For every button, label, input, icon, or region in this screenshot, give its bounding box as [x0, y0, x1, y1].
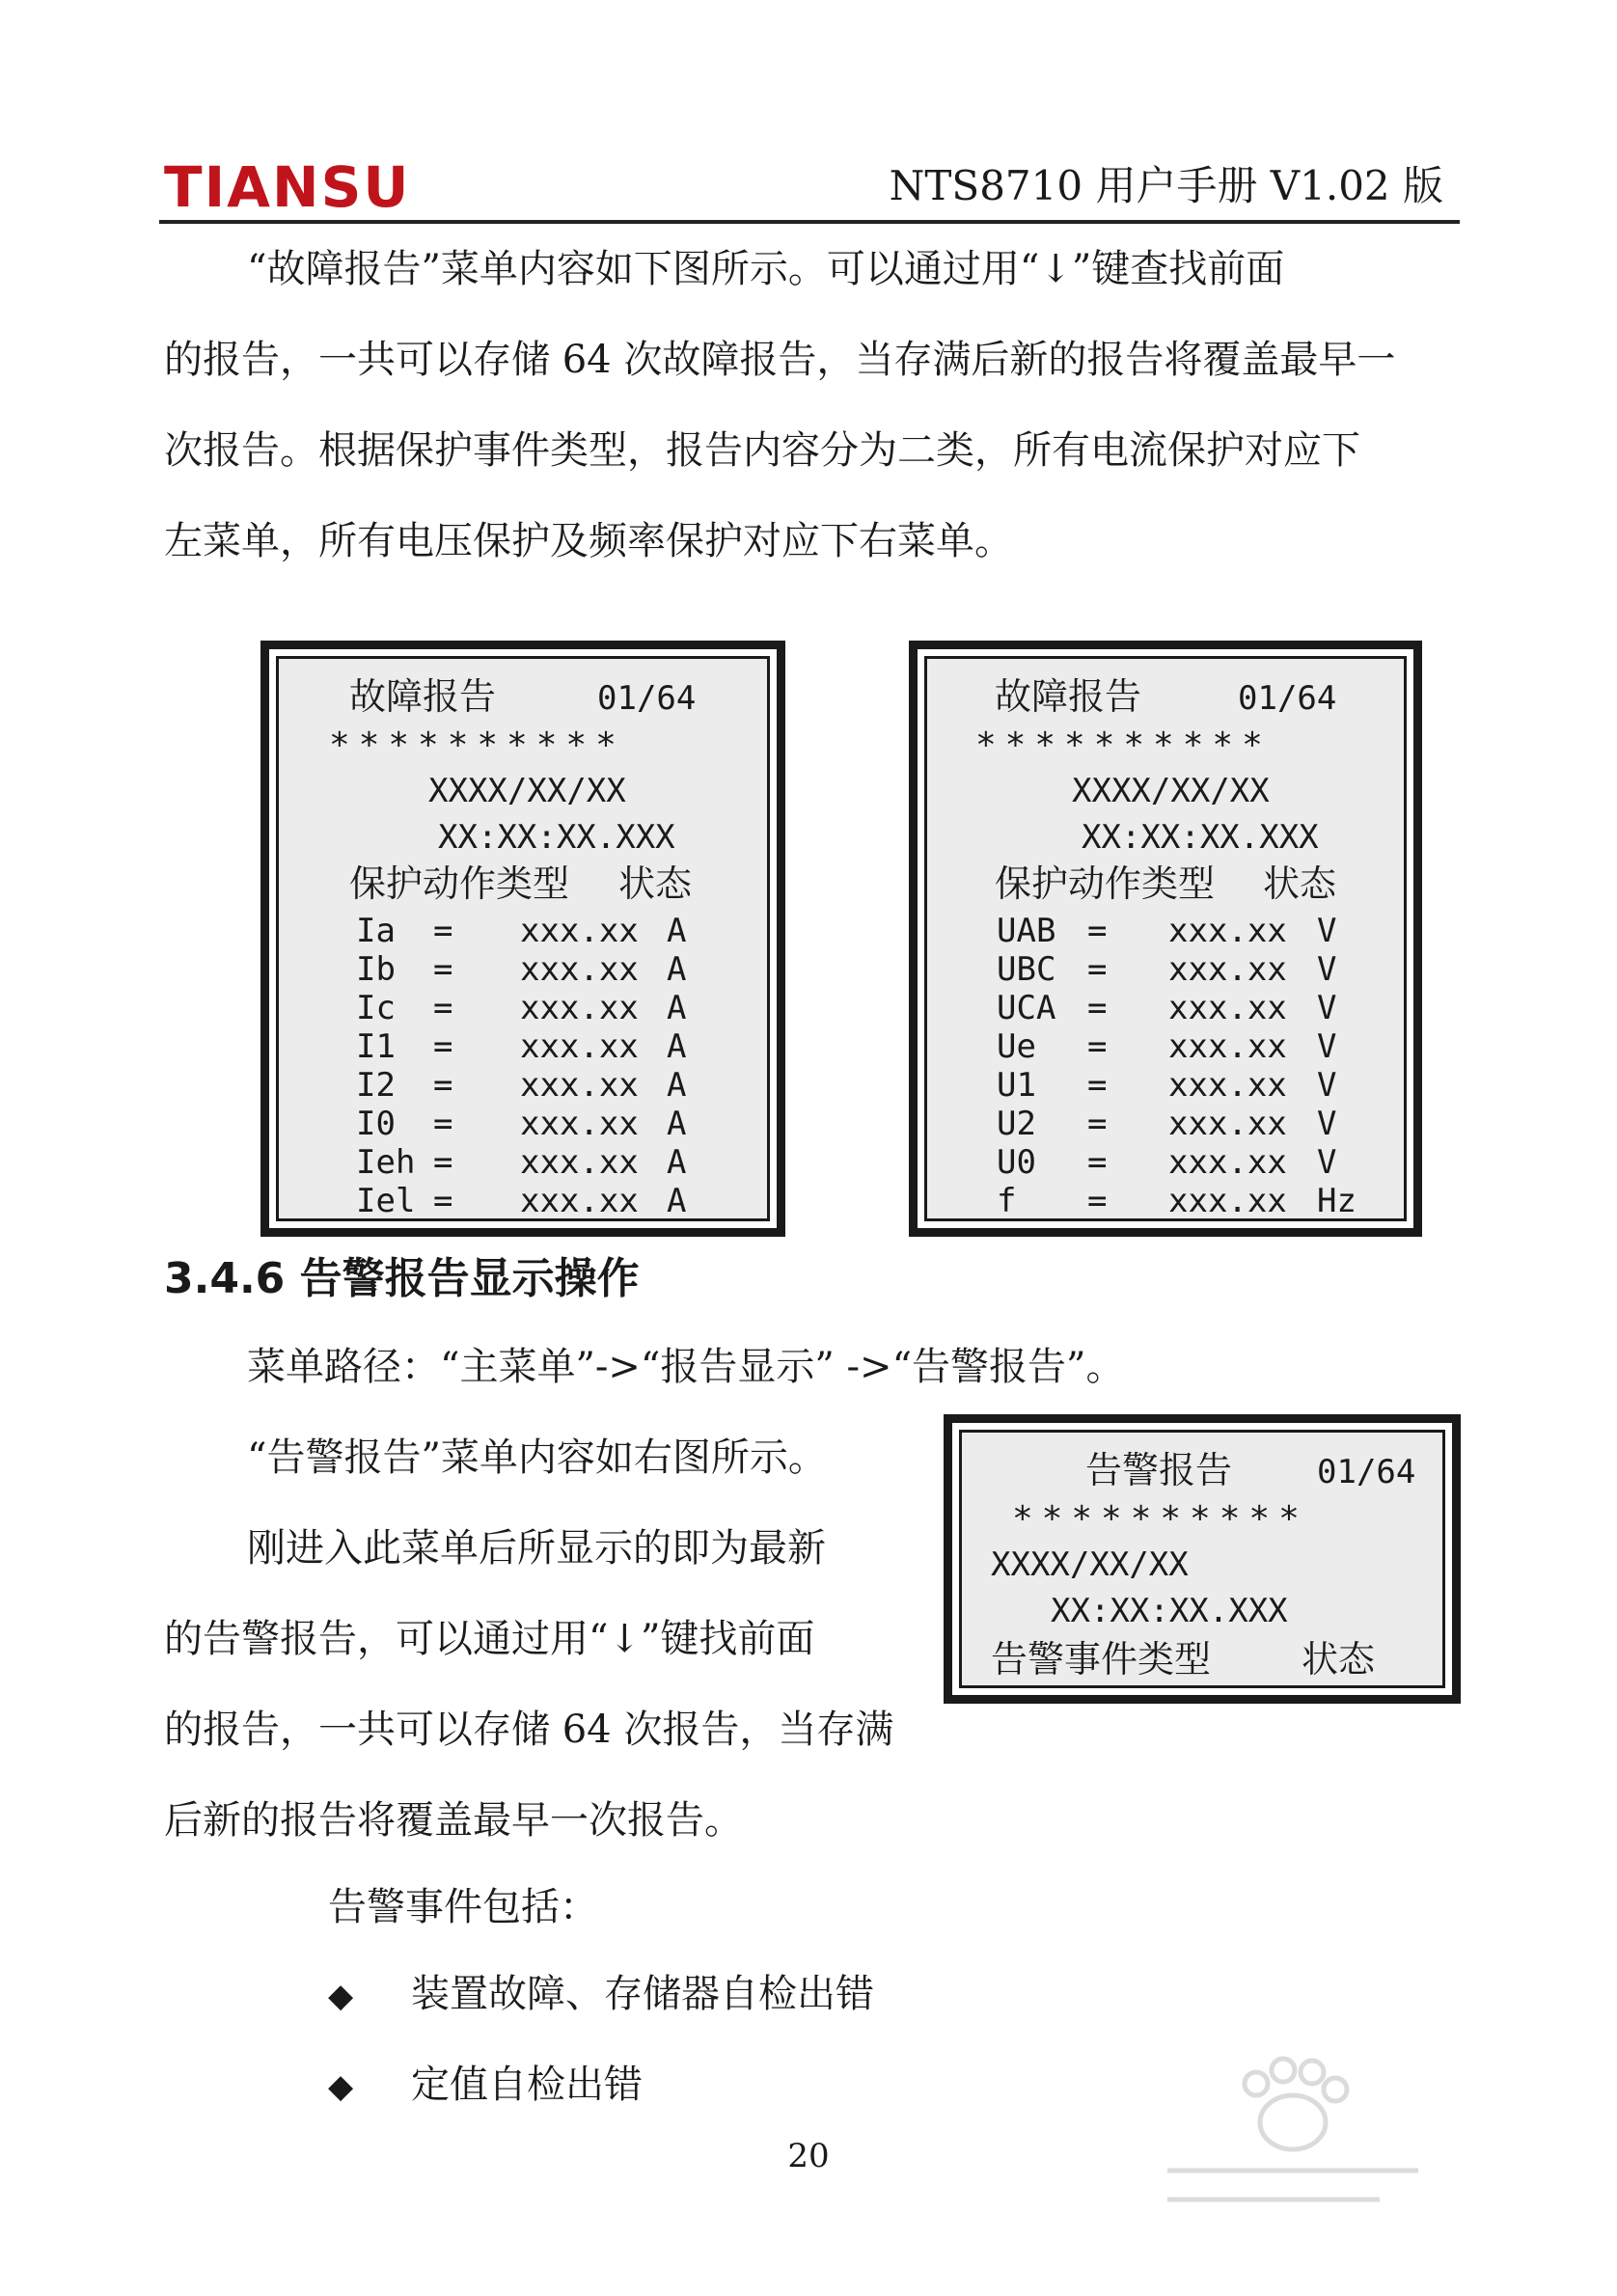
screen-time: XX:XX:XX.XXX: [1082, 818, 1319, 857]
equals-sign: =: [1087, 1182, 1108, 1220]
intro-line: 左菜单，所有电压保护及频率保护对应下右菜单。: [164, 519, 1013, 563]
equals-sign: =: [433, 1066, 453, 1105]
measurement-unit: V: [1317, 1143, 1337, 1182]
measurement-value: xxx.xx: [520, 1182, 639, 1220]
measurement-value: xxx.xx: [1168, 950, 1287, 989]
screen-title: 告警报告: [1085, 1449, 1233, 1491]
measurement-row: [279, 1143, 767, 1182]
measurement-unit: V: [1317, 1027, 1337, 1066]
screen-date: XXXX/XX/XX: [991, 1545, 1189, 1584]
measurement-row: [279, 1105, 767, 1143]
screen-stars: **********: [975, 725, 1272, 765]
list-item: [328, 2039, 874, 2130]
measurement-value: xxx.xx: [1168, 989, 1287, 1027]
measurement-value: xxx.xx: [1168, 912, 1287, 950]
measurement-name: UCA: [997, 989, 1056, 1027]
measurement-name: Iel: [356, 1182, 416, 1220]
screen-stars: **********: [1012, 1499, 1308, 1539]
equals-sign: =: [1087, 950, 1108, 989]
page-number: 20: [787, 2137, 830, 2175]
measurement-value: xxx.xx: [1168, 1182, 1287, 1220]
alarm-description-line: 刚进入此菜单后所显示的即为最新: [247, 1526, 826, 1571]
diamond-bullet-icon: ◆: [328, 2067, 354, 2106]
measurement-value: xxx.xx: [1168, 1105, 1287, 1143]
measurement-row: [927, 1105, 1404, 1143]
menu-path-paragraph: [164, 1322, 1225, 1412]
screen-date: XXXX/XX/XX: [428, 772, 626, 810]
measurement-unit: A: [667, 950, 687, 989]
alarm-event-text: 定值自检出错: [411, 2063, 643, 2107]
measurement-name: UBC: [997, 950, 1056, 989]
equals-sign: =: [433, 1182, 453, 1220]
screen-time: XX:XX:XX.XXX: [1051, 1592, 1288, 1630]
measurement-value: xxx.xx: [520, 1143, 639, 1182]
measurement-row: [279, 1027, 767, 1066]
measurement-unit: V: [1317, 950, 1337, 989]
tiansu-logo: TIANSU: [164, 154, 411, 220]
equals-sign: =: [1087, 1143, 1108, 1182]
measurement-value: xxx.xx: [520, 1027, 639, 1066]
section-heading: 3.4.6 告警报告显示操作: [164, 1254, 640, 1303]
screen-type-header: 保护动作类型: [349, 862, 570, 905]
intro-line: 的报告，一共可以存储 64 次故障报告，当存满后新的报告将覆盖最早一: [164, 338, 1396, 382]
equals-sign: =: [433, 989, 453, 1027]
equals-sign: =: [433, 1105, 453, 1143]
fault-report-current-screen: [260, 641, 785, 1237]
measurement-row: [927, 912, 1404, 950]
equals-sign: =: [433, 1143, 453, 1182]
measurement-row: [927, 989, 1404, 1027]
intro-line: 次报告。根据保护事件类型，报告内容分为二类，所有电流保护对应下: [164, 428, 1360, 473]
measurement-unit: V: [1317, 912, 1337, 950]
measurement-row: [279, 1066, 767, 1105]
menu-path: 菜单路径：“主菜单”->“报告显示” ->“告警报告”。: [247, 1345, 1125, 1389]
measurement-name: U1: [997, 1066, 1036, 1105]
screen-stars: **********: [329, 725, 625, 765]
measurement-name: Ue: [997, 1027, 1036, 1066]
measurement-value: xxx.xx: [1168, 1066, 1287, 1105]
alarm-description-line: “告警报告”菜单内容如右图所示。: [247, 1435, 827, 1480]
equals-sign: =: [1087, 912, 1108, 950]
alarm-event-list: [328, 1949, 874, 2130]
events-intro: 告警事件包括：: [328, 1885, 598, 1929]
measurement-row: [927, 1066, 1404, 1105]
equals-sign: =: [1087, 989, 1108, 1027]
equals-sign: =: [433, 912, 453, 950]
screen-type-header: 保护动作类型: [995, 862, 1216, 905]
alarm-description-line: 后新的报告将覆盖最早一次报告。: [164, 1798, 743, 1843]
equals-sign: =: [433, 1027, 453, 1066]
measurement-name: Ia: [356, 912, 396, 950]
measurement-name: U0: [997, 1143, 1036, 1182]
alarm-event-text: 装置故障、存储器自检出错: [411, 1972, 874, 2016]
measurement-unit: V: [1317, 1066, 1337, 1105]
measurement-row: [279, 912, 767, 950]
events-intro-paragraph: [164, 1862, 1032, 1953]
paw-watermark-icon: [1148, 2055, 1438, 2219]
measurement-value: xxx.xx: [520, 950, 639, 989]
measurement-name: U2: [997, 1105, 1036, 1143]
screen-status-header: 状态: [1263, 862, 1337, 905]
measurement-value: xxx.xx: [520, 1105, 639, 1143]
measurement-unit: A: [667, 1105, 687, 1143]
measurement-row: [927, 1143, 1404, 1182]
measurement-value: xxx.xx: [520, 989, 639, 1027]
measurement-row: [927, 950, 1404, 989]
measurement-name: Ieh: [356, 1143, 416, 1182]
measurement-value: xxx.xx: [520, 1066, 639, 1105]
measurement-row: [279, 950, 767, 989]
measurement-name: Ib: [356, 950, 396, 989]
measurement-unit: V: [1317, 1105, 1337, 1143]
measurement-row: [279, 1182, 767, 1220]
measurement-row: [927, 1182, 1404, 1220]
measurement-unit: A: [667, 1182, 687, 1220]
measurement-unit: Hz: [1317, 1182, 1357, 1220]
measurement-name: I0: [356, 1105, 396, 1143]
screen-type-header: 告警事件类型: [991, 1638, 1212, 1681]
measurement-unit: A: [667, 1066, 687, 1105]
measurement-unit: A: [667, 1027, 687, 1066]
measurement-name: I1: [356, 1027, 396, 1066]
equals-sign: =: [1087, 1027, 1108, 1066]
measurement-row: [927, 1027, 1404, 1066]
measurement-name: I2: [356, 1066, 396, 1105]
screen-counter: 01/64: [1238, 679, 1337, 718]
screen-title: 故障报告: [995, 675, 1142, 718]
screen-date: XXXX/XX/XX: [1072, 772, 1270, 810]
document-title: NTS8710 用户手册 V1.02 版: [889, 162, 1443, 209]
intro-paragraph: [164, 224, 1438, 587]
equals-sign: =: [1087, 1066, 1108, 1105]
screen-time: XX:XX:XX.XXX: [438, 818, 675, 857]
measurement-row: [279, 989, 767, 1027]
screen-title: 故障报告: [349, 675, 497, 718]
screen-counter: 01/64: [1317, 1453, 1416, 1491]
list-item: [328, 1949, 874, 2039]
diamond-bullet-icon: ◆: [328, 1977, 354, 2015]
measurement-unit: A: [667, 989, 687, 1027]
equals-sign: =: [433, 950, 453, 989]
measurement-name: f: [997, 1182, 1017, 1220]
screen-status-header: 状态: [1302, 1638, 1376, 1681]
screen-counter: 01/64: [597, 679, 697, 718]
measurement-name: Ic: [356, 989, 396, 1027]
intro-line: “故障报告”菜单内容如下图所示。可以通过用“↓”键查找前面: [247, 247, 1285, 291]
measurement-value: xxx.xx: [1168, 1143, 1287, 1182]
measurement-name: UAB: [997, 912, 1056, 950]
measurement-unit: A: [667, 912, 687, 950]
alarm-description-line: 的告警报告，可以通过用“↓”键找前面: [164, 1617, 815, 1661]
alarm-description-paragraph: [164, 1412, 936, 1866]
measurement-value: xxx.xx: [1168, 1027, 1287, 1066]
alarm-description-line: 的报告，一共可以存储 64 次报告，当存满: [164, 1708, 894, 1752]
screen-status-header: 状态: [618, 862, 693, 905]
alarm-report-screen: [944, 1414, 1461, 1704]
measurement-value: xxx.xx: [520, 912, 639, 950]
fault-report-voltage-screen: [909, 641, 1422, 1237]
measurement-unit: V: [1317, 989, 1337, 1027]
equals-sign: =: [1087, 1105, 1108, 1143]
measurement-unit: A: [667, 1143, 687, 1182]
